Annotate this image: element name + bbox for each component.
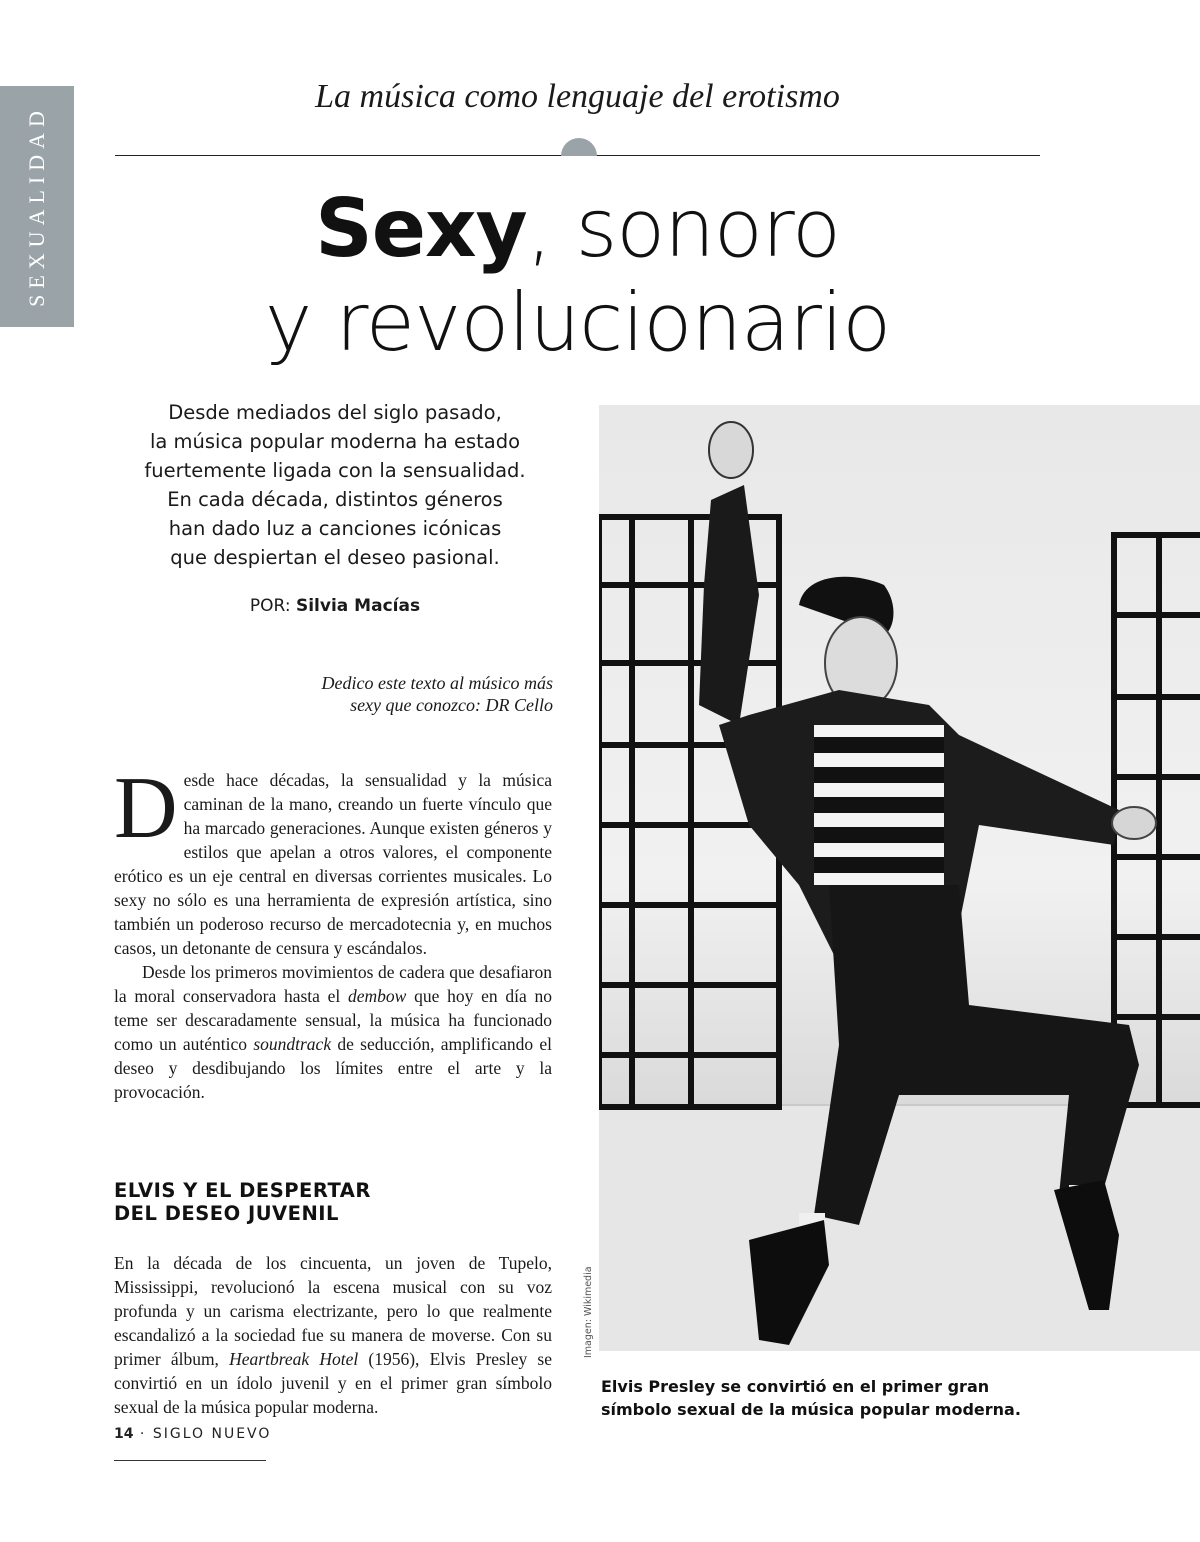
byline (110, 596, 560, 616)
article-column-2 (114, 1251, 552, 1419)
section-label: SEXUALIDAD (24, 105, 49, 307)
author-name: Silvia Macías (295, 596, 421, 616)
section-subhead (114, 1179, 514, 1225)
striped-shirt (814, 725, 944, 885)
deck-line: que despiertan el deseo pasional. (170, 546, 500, 569)
subhead-line: ELVIS Y EL DESPERTAR (114, 1179, 371, 1202)
folio-separator: · (133, 1426, 153, 1442)
headline-bold: Sexy (315, 182, 527, 275)
photo-caption: Elvis Presley se convirtió en el primer gran símbolo sexual de la música popular moderna. (601, 1377, 1021, 1419)
dedication-line: sexy que conozco: DR Cello (350, 695, 553, 715)
paragraph-text: que hoy en día no teme ser descaradamente sensual, la música ha funcionado como un auténtico (114, 986, 552, 1054)
deck-line: la música popular moderna ha estado (149, 430, 521, 453)
photo-credit: Imagen: Wikimedia (583, 1266, 594, 1358)
headline-line1 (115, 182, 1040, 276)
subhead-line: DEL DESEO JUVENIL (114, 1202, 339, 1225)
dedication-line: Dedico este texto al músico más (321, 673, 553, 693)
paragraph-text: (1956), Elvis Presley se convirtió en un ídolo juvenil y en el primer gran símbolo sexual de la música popular moderna. (114, 1349, 552, 1417)
paragraph-text: En la década de los cincuenta, un joven de Tupelo, Mississippi, revolucionó la escena musical con su voz profunda y un carisma electrizante, pero lo que realmente escandalizó a la sociedad fue su manera de moverse. Con su primer álbum, (114, 1253, 552, 1369)
paragraph-text: esde hace décadas, la sensualidad y la música caminan de la mano, creando un fuerte vínculo que ha marcado generaciones. Aunque existen géneros y estilos que apelan a otros valores, el componente erótico es un eje central en diversas corrientes musicales. Lo sexy no sólo es una herramienta de expresión artística, sino también un poderoso recurso de mercadotecnia y, en muchos casos, un detonante de censura y escándalos. (114, 770, 552, 958)
kicker: La música como lenguaje del erotismo (315, 78, 840, 115)
rule-ornament (561, 138, 597, 156)
paragraph-text: de seducción, amplificando el deseo y desdibujando los límites entre el arte y la provocación. (114, 1034, 552, 1102)
term-dembow: dembow (348, 986, 407, 1006)
page-number: 14 (114, 1426, 134, 1442)
deck-line: En cada década, distintos géneros (167, 488, 503, 511)
drop-cap: D (114, 760, 178, 857)
deck-line: fuertemente ligada con la sensualidad. (144, 459, 526, 482)
headline (115, 182, 1040, 370)
article-paragraph (114, 960, 552, 1104)
byline-prefix: POR: (249, 596, 296, 616)
photo-illustration (599, 405, 1200, 1351)
deck (110, 398, 560, 572)
article-paragraph (114, 1251, 552, 1419)
headline-rest: , sonoro (526, 182, 840, 275)
elvis-photo (599, 405, 1200, 1351)
deck-line: Desde mediados del siglo pasado, (168, 401, 502, 424)
footer-rule (114, 1460, 266, 1461)
paragraph-text: Desde los primeros movimientos de cadera que desafiaron la moral conservadora hasta el (114, 962, 552, 1006)
page-footer (114, 1426, 271, 1442)
album-title: Heartbreak Hotel (229, 1349, 359, 1369)
article-paragraph (114, 760, 552, 960)
deck-line: han dado luz a canciones icónicas (168, 517, 502, 540)
magazine-name: SIGLO NUEVO (152, 1426, 272, 1442)
dedication (233, 672, 553, 716)
article-column-1 (114, 760, 552, 1104)
section-tab (0, 86, 74, 327)
headline-line2: y revolucionario (264, 276, 891, 369)
term-soundtrack: soundtrack (253, 1034, 332, 1054)
